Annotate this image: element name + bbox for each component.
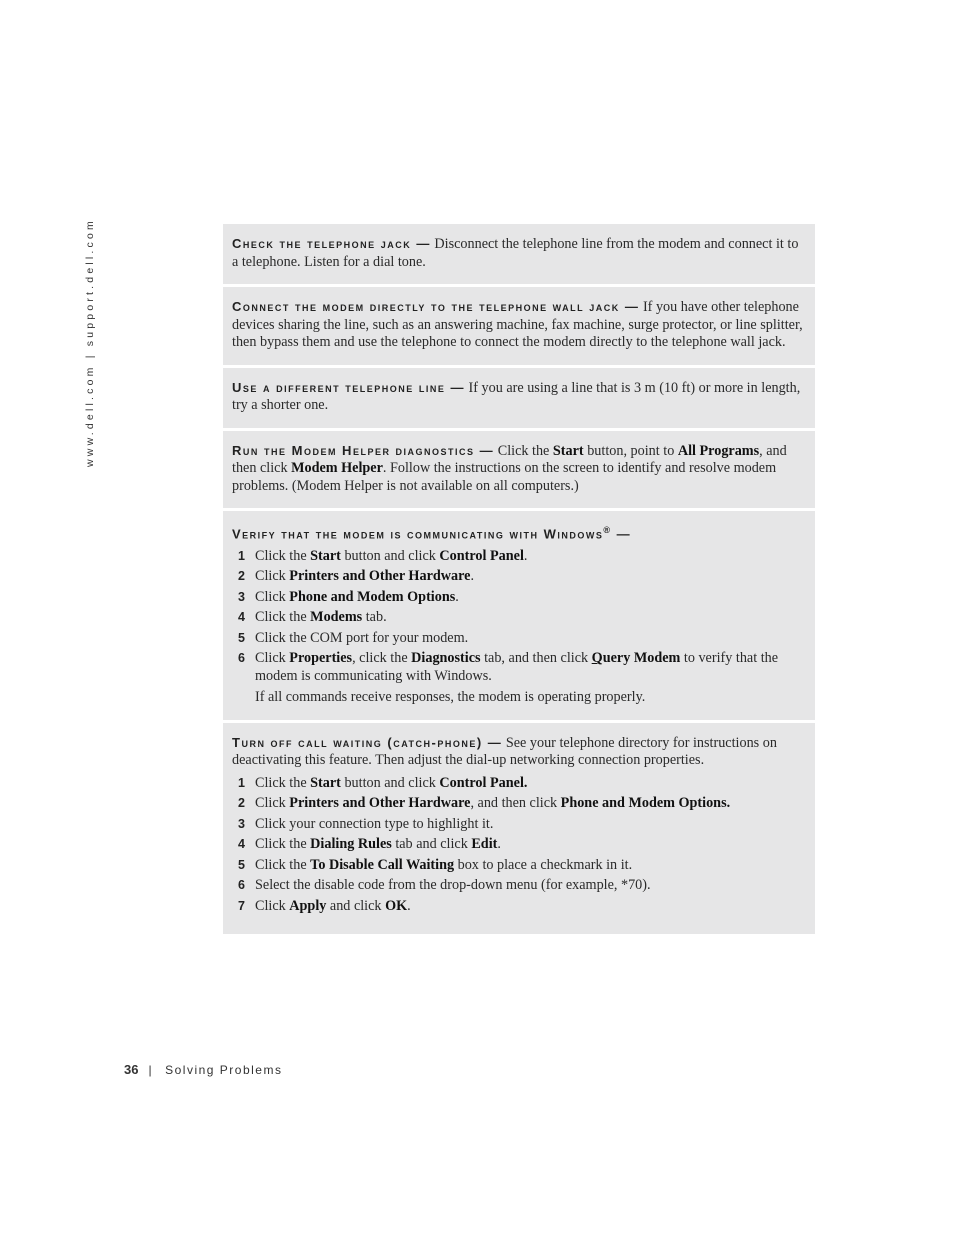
section-heading: Use a different telephone line —	[232, 379, 465, 395]
footer-separator: |	[148, 1063, 154, 1077]
step-item: 2 Click Printers and Other Hardware.	[238, 568, 474, 585]
step-item: 4 Click the Dialing Rules tab and click Edit.	[238, 836, 501, 853]
check-telephone-jack-box	[223, 224, 815, 284]
section-text: Click the Start button, point to All Programs, and then click Modem Helper. Follow the instructions on the screen to identify and resolve modem problems. (Modem Helper is not available on all computers.)	[232, 442, 787, 494]
call-waiting-box	[223, 723, 815, 935]
different-line-box	[223, 368, 815, 428]
step-item: 1 Click the Start button and click Control Panel.	[238, 547, 528, 564]
step-item: 7 Click Apply and click OK.	[238, 897, 411, 914]
section-heading: Check the telephone jack —	[232, 236, 431, 251]
step-item: 6 Select the disable code from the drop-down menu (for example, *70).	[238, 877, 651, 894]
side-url: www.dell.com | support.dell.com	[84, 218, 96, 467]
section-text: See your telephone directory for instructions on deactivating this feature. Then adjust the dial-up networking connection properties.	[232, 734, 777, 769]
result-note: If all commands receive responses, the modem is operating properly.	[255, 689, 646, 706]
section-title: Solving Problems	[165, 1063, 283, 1077]
section-heading: Connect the modem directly to the telephone wall jack —	[232, 299, 640, 314]
connect-wall-jack-box	[223, 287, 815, 365]
section-heading: Turn off call waiting (catch-phone) —	[232, 734, 503, 750]
section-heading: Verify that the modem is communicating with Windows® —	[232, 525, 632, 542]
step-list	[232, 548, 803, 686]
page-number: 36	[124, 1062, 139, 1077]
section-text: If you are using a line that is 3 m (10 ft) or more in length, try a shorter one.	[232, 379, 801, 413]
step-item: 1 Click the Start button and click Control Panel.	[238, 774, 528, 791]
step-item: 3 Click Phone and Modem Options.	[238, 588, 459, 605]
troubleshooting-content	[223, 224, 815, 934]
page-footer	[124, 1062, 282, 1077]
section-text: Disconnect the telephone line from the modem and connect it to a telephone. Listen for a dial tone.	[232, 236, 799, 270]
step-item: 6 Click Properties, click the Diagnostics tab, and then click Query Modem to verify that the modem is communicating with Windows.	[238, 650, 779, 684]
step-item: 5 Click the COM port for your modem.	[238, 629, 469, 646]
section-heading: Run the Modem Helper diagnostics —	[232, 442, 495, 458]
step-item: 3 Click your connection type to highlight it.	[238, 815, 494, 832]
step-list	[232, 775, 803, 916]
step-item: 2 Click Printers and Other Hardware, and then click Phone and Modem Options.	[238, 795, 731, 812]
modem-helper-box	[223, 431, 815, 509]
verify-modem-box	[223, 511, 815, 720]
section-text: If you have other telephone devices sharing the line, such as an answering machine, fax machine, surge protector, or line splitter, then bypass them and use the telephone to connect the modem directly to the telephone wall jack.	[232, 299, 803, 350]
step-item: 5 Click the To Disable Call Waiting box to place a checkmark in it.	[238, 856, 633, 873]
step-item: 4 Click the Modems tab.	[238, 609, 387, 626]
